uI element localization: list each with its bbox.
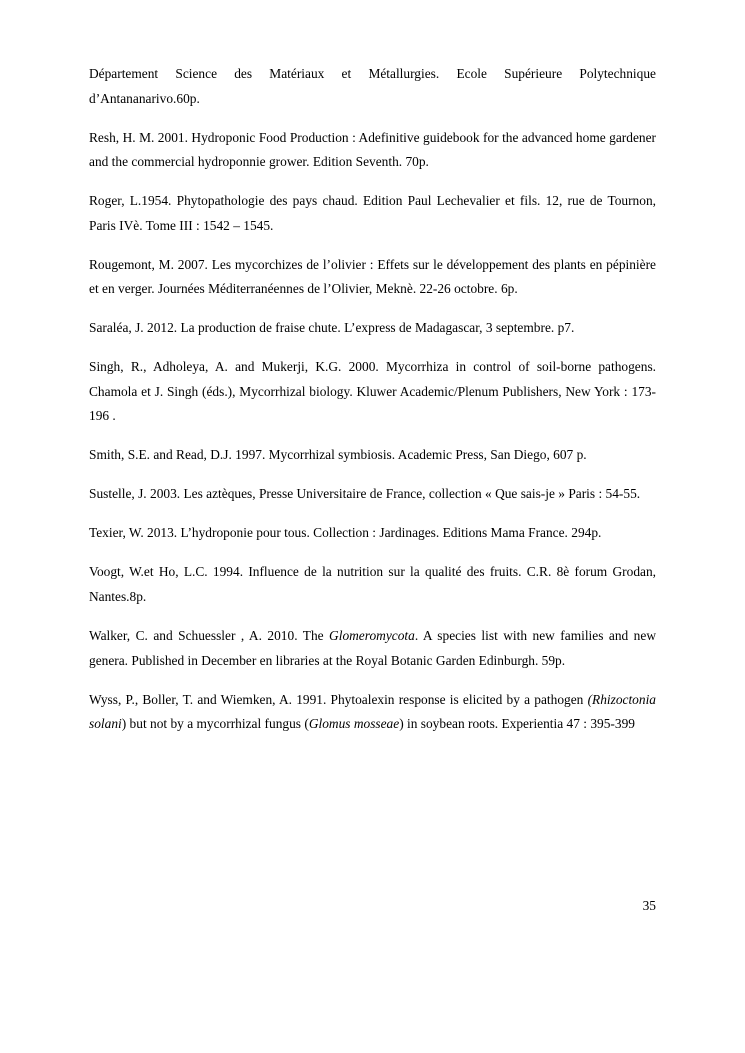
reference-text: ) in soybean roots. Experientia 47 : 395-399 xyxy=(399,716,635,732)
reference-entry xyxy=(89,688,656,737)
reference-entry xyxy=(89,253,656,302)
italic-taxon: Glomeromycota xyxy=(329,628,415,643)
reference-entry xyxy=(89,624,656,673)
reference-entry xyxy=(89,126,656,175)
reference-text: Roger, L.1954. Phytopathologie des pays chaud. Edition Paul Lechevalier et fils. 12, rue de Tournon, Paris IVè. Tome III : 1542 – 1545. xyxy=(89,193,656,233)
italic-taxon: Glomus mosseae xyxy=(308,716,400,732)
reference-entry xyxy=(89,521,656,546)
reference-text: ) but not by a mycorrhizal fungus ( xyxy=(121,716,309,732)
italic-taxon: (Rhizoctonia solani xyxy=(89,691,656,732)
reference-text: Resh, H. M. 2001. Hydroponic Food Production : Adefinitive guidebook for the advanced home gardener and the commercial hydroponnie grower. Edition Seventh. 70p. xyxy=(89,129,656,170)
reference-entry xyxy=(89,560,656,609)
reference-text: Singh, R., Adholeya, A. and Mukerji, K.G. 2000. Mycorrhiza in control of soil-borne pathogens. Chamola et J. Singh (éds.), Mycorrhizal biology. Kluwer Academic/Plenum Publishers, New York : 173-196 . xyxy=(89,359,656,424)
reference-text: Voogt, W.et Ho, L.C. 1994. Influence de la nutrition sur la qualité des fruits. C.R. 8è forum Grodan, Nantes.8p. xyxy=(89,564,656,605)
reference-text: . A species list with new families and new genera. Published in December en libraries at the Royal Botanic Garden Edinburgh. 59p. xyxy=(89,628,656,668)
reference-text: Texier, W. 2013. L’hydroponie pour tous. Collection : Jardinages. Editions Mama France. 294p. xyxy=(89,525,602,541)
reference-entry xyxy=(89,355,656,429)
reference-text: Smith, S.E. and Read, D.J. 1997. Mycorrhizal symbiosis. Academic Press, San Diego, 607 p. xyxy=(89,447,587,463)
reference-text: Saraléa, J. 2012. La production de fraise chute. L’express de Madagascar, 3 septembre. p7. xyxy=(89,320,575,336)
page-number: 35 xyxy=(642,898,656,913)
reference-entry xyxy=(89,62,656,111)
reference-entry xyxy=(89,189,656,238)
reference-entry xyxy=(89,316,656,341)
reference-entry xyxy=(89,443,656,468)
reference-text: Sustelle, J. 2003. Les aztèques, Presse Universitaire de France, collection « Que sais-je » Paris : 54-55. xyxy=(89,486,641,502)
reference-text: Walker, C. and Schuessler , A. 2010. The xyxy=(89,628,330,643)
reference-text: Wyss, P., Boller, T. and Wiemken, A. 1991. Phytoalexin response is elicited by a pathogen xyxy=(89,691,588,707)
reference-entry xyxy=(89,482,656,507)
reference-list xyxy=(89,62,656,751)
reference-text: Département Science des Matériaux et Métallurgies. Ecole Supérieure Polytechnique d’Antananarivo.60p. xyxy=(89,66,656,106)
reference-text: Rougemont, M. 2007. Les mycorchizes de l’olivier : Effets sur le développement des plants en pépinière et en verger. Journées Méditerranéennes de l’Olivier, Meknè. 22-26 octobre. 6p. xyxy=(89,256,656,297)
